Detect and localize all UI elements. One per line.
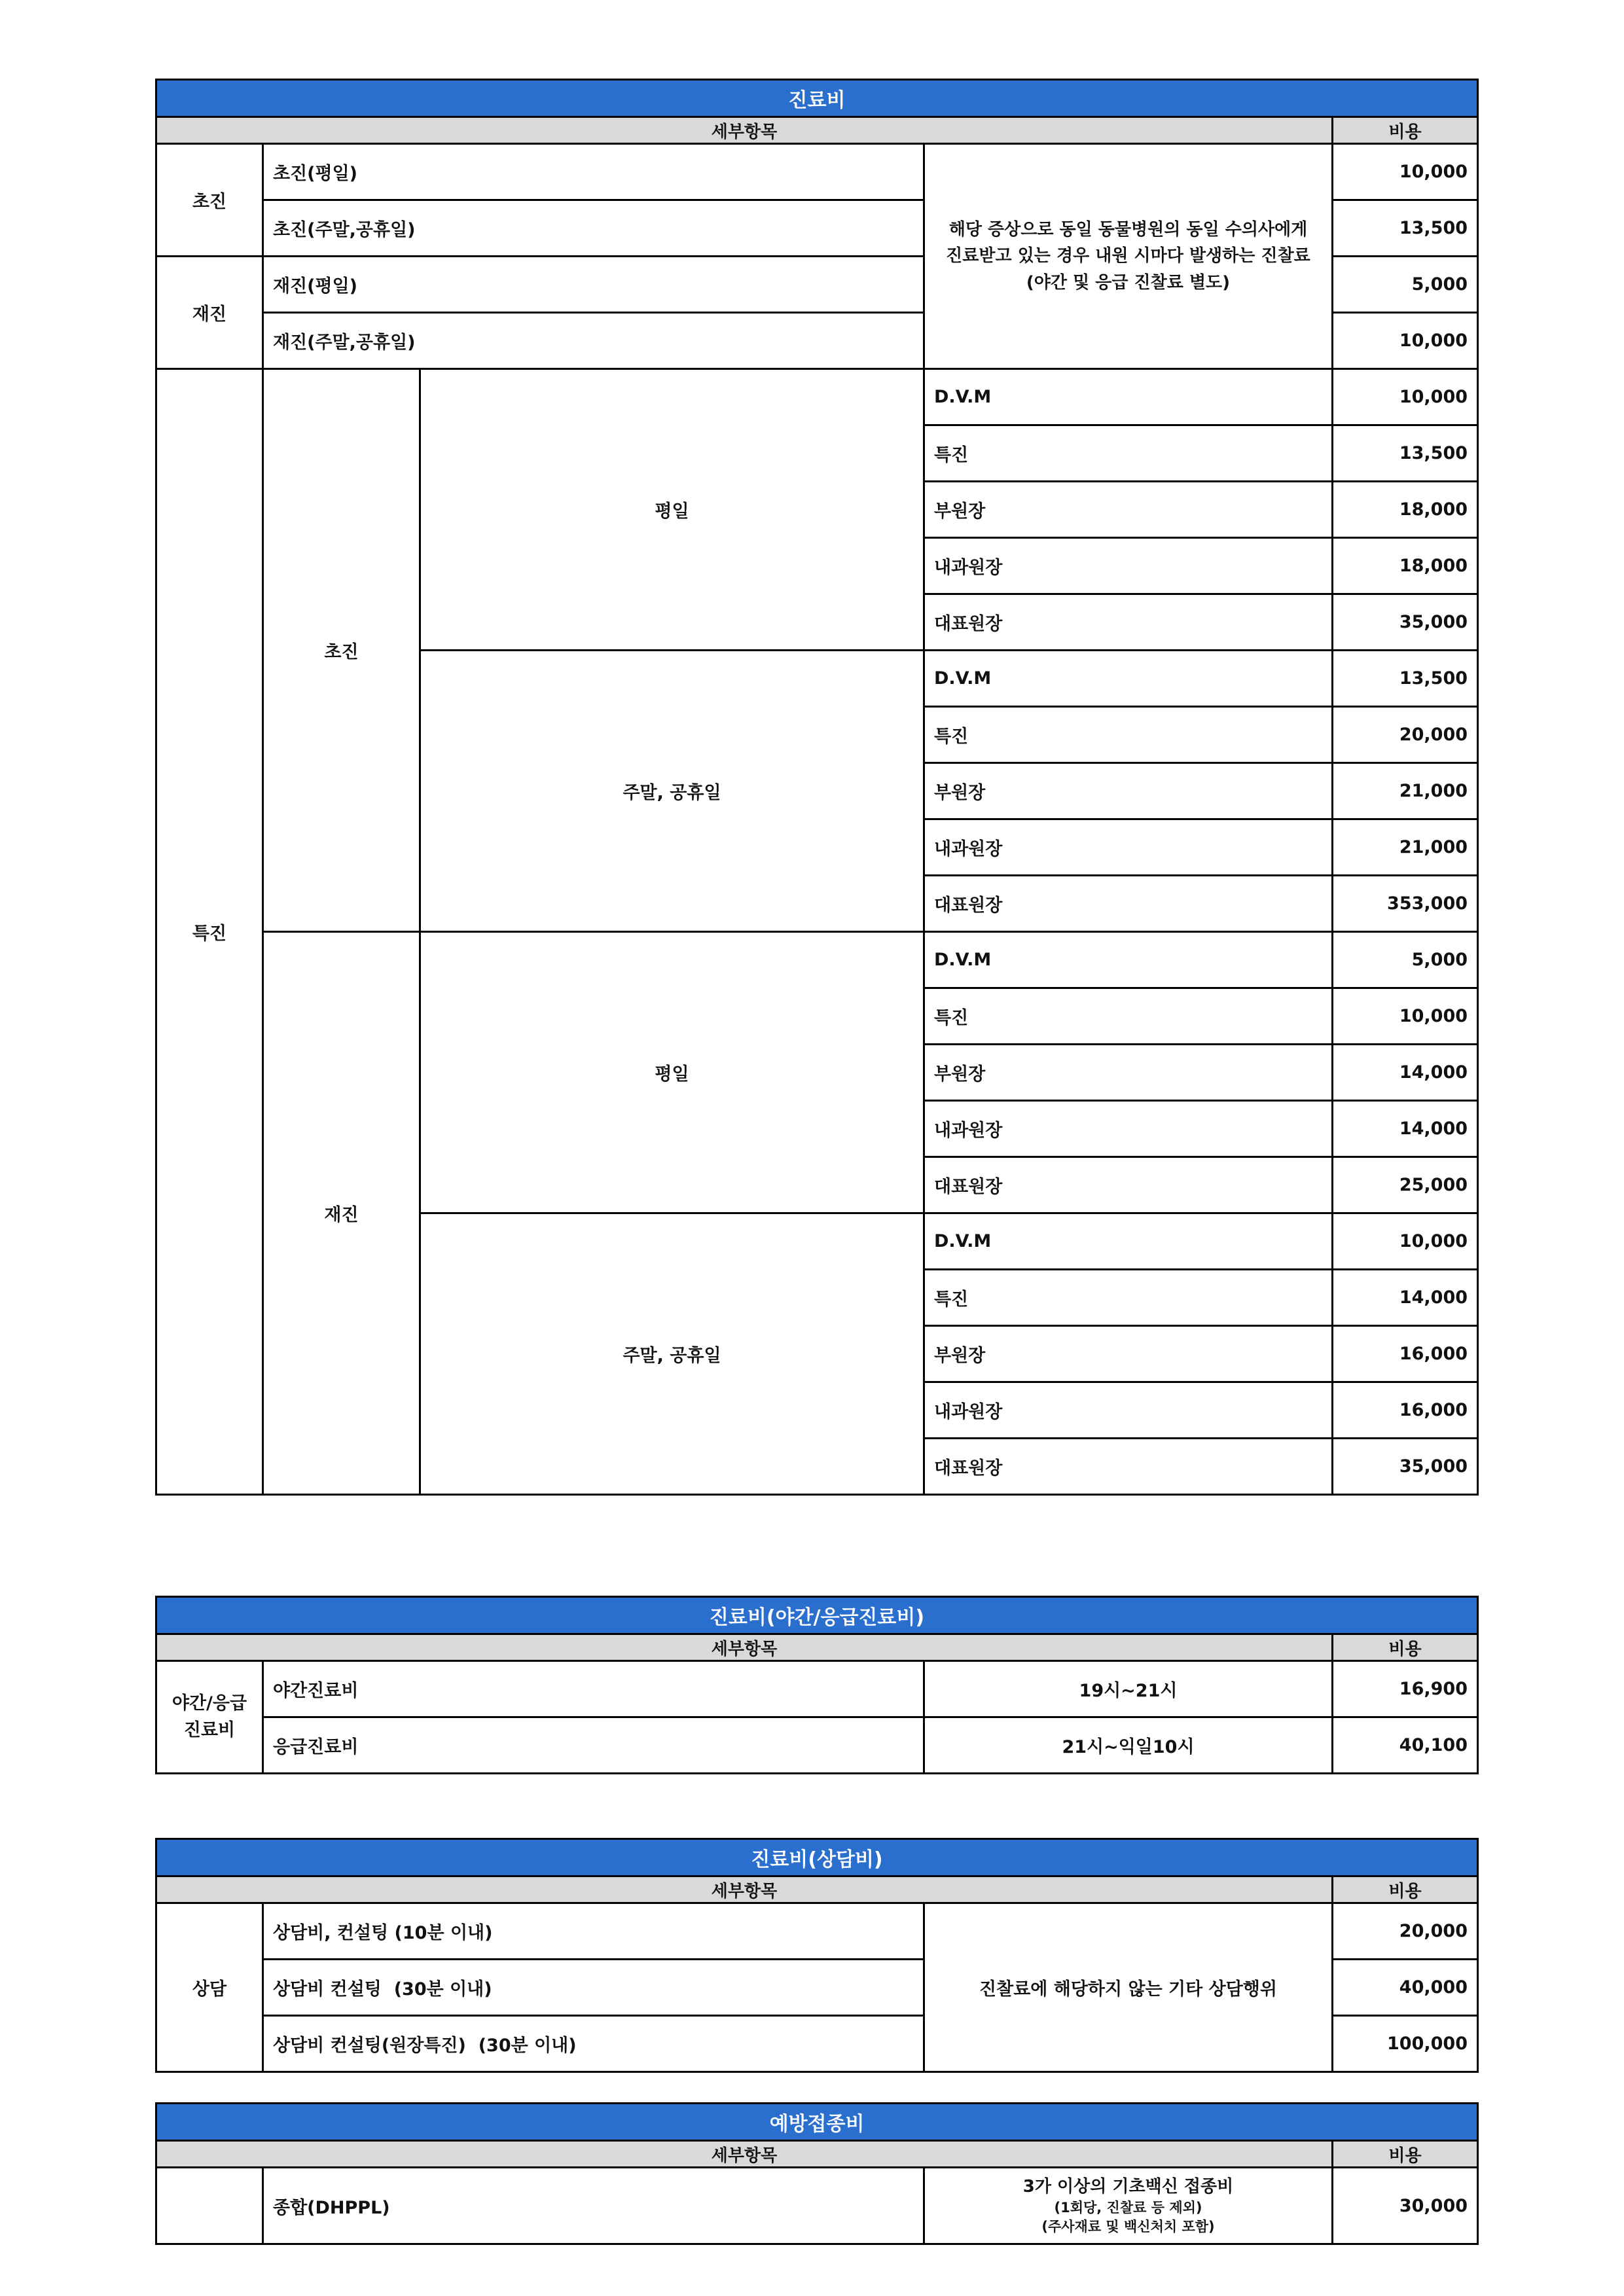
table-row [156,1903,1478,1960]
price: 10,000 [1333,369,1478,425]
doctor-name: 내과원장 [924,1101,1333,1157]
column-header-cost: 비용 [1333,1634,1478,1661]
price: 14,000 [1333,1045,1478,1101]
item-name: 초진(평일) [263,144,924,200]
doctor-name: 대표원장 [924,594,1333,651]
price: 13,500 [1333,425,1478,482]
price: 21,000 [1333,819,1478,876]
section-title: 진료비(상담비) [156,1839,1478,1876]
doctor-name: 대표원장 [924,1157,1333,1213]
price: 353,000 [1333,876,1478,932]
price: 30,000 [1333,2168,1478,2244]
doctor-name: 내과원장 [924,819,1333,876]
price: 13,500 [1333,651,1478,707]
price: 25,000 [1333,1157,1478,1213]
vaccination-fee-table [155,2102,1479,2245]
fee-note-line: (야간 및 응급 진찰료 별도) [1026,272,1231,293]
row-group-label [156,2168,263,2244]
doctor-name: D.V.M [924,369,1333,425]
doctor-name: 내과원장 [924,1382,1333,1439]
price: 10,000 [1333,144,1478,200]
price: 20,000 [1333,1903,1478,1960]
price: 10,000 [1333,313,1478,369]
row-group-label: 특진 [156,369,263,1495]
item-name: 재진(주말,공휴일) [263,313,924,369]
price: 35,000 [1333,1439,1478,1495]
row-subgroup-label: 재진 [263,932,420,1495]
doctor-name: 부원장 [924,1326,1333,1382]
column-header-item: 세부항목 [156,2141,1333,2168]
day-type-label: 평일 [420,932,924,1213]
day-type-label: 주말, 공휴일 [420,1213,924,1495]
column-header-item: 세부항목 [156,1876,1333,1903]
row-group-label: 상담 [156,1903,263,2072]
price: 10,000 [1333,1213,1478,1270]
consulting-fee-table [155,1838,1479,2073]
doctor-name: 특진 [924,1270,1333,1326]
fee-note [924,144,1333,369]
price: 10,000 [1333,988,1478,1045]
fee-note: 진찰료에 해당하지 않는 기타 상담행위 [924,1903,1333,2072]
price: 20,000 [1333,707,1478,763]
fee-note-line: 3가 이상의 기초백신 접종비 [1022,2177,1234,2197]
column-header-item: 세부항목 [156,1634,1333,1661]
table-row [156,369,1478,425]
item-name: 응급진료비 [263,1717,924,1774]
row-group-label: 재진 [156,257,263,369]
table-row [156,1661,1478,1717]
price: 100,000 [1333,2016,1478,2072]
price: 18,000 [1333,538,1478,594]
table-row [156,932,1478,988]
item-name: 상담비 컨설팅 (30분 이내) [263,1960,924,2016]
price: 14,000 [1333,1101,1478,1157]
column-header-cost: 비용 [1333,117,1478,144]
doctor-name: D.V.M [924,932,1333,988]
price: 5,000 [1333,257,1478,313]
doctor-name: 특진 [924,988,1333,1045]
item-name: 야간진료비 [263,1661,924,1717]
column-header-item: 세부항목 [156,117,1333,144]
table-row [156,2168,1478,2244]
price: 40,100 [1333,1717,1478,1774]
price: 16,000 [1333,1382,1478,1439]
price: 13,500 [1333,200,1478,257]
row-group-label: 초진 [156,144,263,257]
price: 40,000 [1333,1960,1478,2016]
fee-note [924,2168,1333,2244]
price: 5,000 [1333,932,1478,988]
price: 16,000 [1333,1326,1478,1382]
doctor-name: 부원장 [924,1045,1333,1101]
item-name: 상담비 컨설팅(원장특진) (30분 이내) [263,2016,924,2072]
price: 18,000 [1333,482,1478,538]
item-name: 종합(DHPPL) [263,2168,924,2244]
price: 35,000 [1333,594,1478,651]
time-range: 19시~21시 [924,1661,1333,1717]
row-group-label-line: 진료비 [183,1719,236,1740]
section-title: 진료비(야간/응급진료비) [156,1597,1478,1634]
column-header-cost: 비용 [1333,2141,1478,2168]
row-subgroup-label: 초진 [263,369,420,932]
item-name: 재진(평일) [263,257,924,313]
consultation-fee-table-main [155,79,1479,1496]
item-name: 상담비, 컨설팅 (10분 이내) [263,1903,924,1960]
price: 16,900 [1333,1661,1478,1717]
doctor-name: 부원장 [924,482,1333,538]
night-emergency-fee-table [155,1596,1479,1774]
item-name: 초진(주말,공휴일) [263,200,924,257]
doctor-name: 특진 [924,707,1333,763]
doctor-name: 대표원장 [924,876,1333,932]
fee-note-line: 진료받고 있는 경우 내원 시마다 발생하는 진찰료 [946,246,1310,266]
row-group-label [156,1661,263,1774]
doctor-name: 내과원장 [924,538,1333,594]
doctor-name: 부원장 [924,763,1333,819]
fee-note-line: 해당 증상으로 동일 동물병원의 동일 수의사에게 [948,220,1308,240]
table-row [156,144,1478,200]
price: 21,000 [1333,763,1478,819]
day-type-label: 주말, 공휴일 [420,651,924,932]
doctor-name: 특진 [924,425,1333,482]
section-title: 예방접종비 [156,2104,1478,2141]
section-title: 진료비 [156,80,1478,117]
day-type-label: 평일 [420,369,924,651]
doctor-name: D.V.M [924,651,1333,707]
time-range: 21시~익일10시 [924,1717,1333,1774]
fee-note-line: (1회당, 진찰료 등 제외) [1054,2200,1202,2216]
doctor-name: 대표원장 [924,1439,1333,1495]
doctor-name: D.V.M [924,1213,1333,1270]
table-row [156,1717,1478,1774]
price: 14,000 [1333,1270,1478,1326]
column-header-cost: 비용 [1333,1876,1478,1903]
fee-note-line: (주사재료 및 백신처치 포함) [1041,2218,1215,2234]
row-group-label-line: 야간/응급 [171,1693,247,1713]
